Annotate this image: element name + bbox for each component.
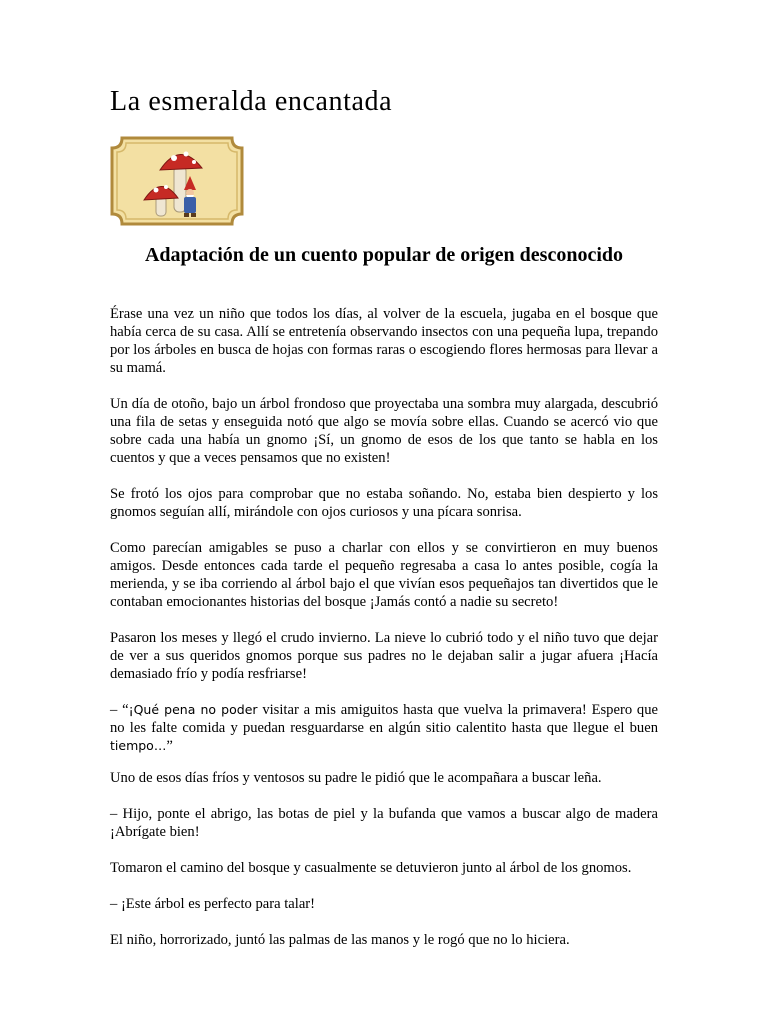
paragraph: Uno de esos días fríos y ventosos su padre le pidió que le acompañara a buscar leña. (110, 770, 602, 786)
mushrooms-gnome-icon (108, 134, 246, 228)
quote-dash: – “ (110, 702, 129, 718)
paragraph: – ¡Este árbol es perfecto para talar! (110, 896, 316, 912)
quote-text: visitar a mis amiguitos hasta que vuelva la primavera! Espero que no les falte comida y puedan resguardarse en algún sitio calentito hasta que llegue el buen (110, 702, 658, 736)
paragraph: Érase una vez un niño que todos los días, al volver de la escuela, jugaba en el bosque que había cerca de su casa. Allí se entretenía observando insectos con una pequeña lupa, trepando por los árboles en busca de hojas con formas raras o escogiendo flores hermosas para llevar a su mamá. (110, 306, 658, 376)
paragraph: Como parecían amigables se puso a charlar con ellos y se convirtieron en muy buenos amigos. Desde entonces cada tarde el pequeño regresaba a casa lo antes posible, cogía la merienda, y se iba corriendo al árbol bajo el que vivían esos pequeñajos tan divertidos que le contaban emocionantes historias del bosque ¡Jamás contó a nadie su secreto! (110, 540, 658, 610)
paragraph: Pasaron los meses y llegó el crudo invierno. La nieve lo cubrió todo y el niño tuvo que dejar de ver a sus queridos gnomos porque sus padres no le dejaban salir a jugar afuera ¡Hacía demasiado frío y podía resfriarse! (110, 630, 658, 682)
subtitle: Adaptación de un cuento popular de origen desconocido (144, 244, 624, 266)
quote-close: ” (166, 738, 173, 754)
quote-paragraph (110, 701, 658, 755)
document-title: La esmeralda encantada (110, 86, 393, 117)
paragraph: El niño, horrorizado, juntó las palmas de las manos y le rogó que no lo hiciera. (110, 932, 570, 948)
story-body (110, 305, 658, 967)
quote-sans-b: tiempo… (110, 738, 167, 753)
paragraph: Tomaron el camino del bosque y casualmente se detuvieron junto al árbol de los gnomos. (110, 860, 632, 876)
paragraph: Se frotó los ojos para comprobar que no estaba soñando. No, estaba bien despierto y los gnomos seguían allí, mirándole con ojos curiosos y una pícara sonrisa. (110, 486, 658, 520)
paragraph: Un día de otoño, bajo un árbol frondoso que proyectaba una sombra muy alargada, descubrió una fila de setas y enseguida notó que algo se movía sobre ellas. Cuando se acercó vio que sobre cada una había un gnomo ¡Sí, un gnomo de esos de los que tanto se habla en los cuentos y que a veces pensamos que no existen! (110, 396, 658, 466)
quote-sans-a: ¡Qué pena no poder (128, 702, 258, 717)
paragraph: – Hijo, ponte el abrigo, las botas de piel y la bufanda que vamos a buscar algo de madera ¡Abrígate bien! (110, 806, 658, 840)
